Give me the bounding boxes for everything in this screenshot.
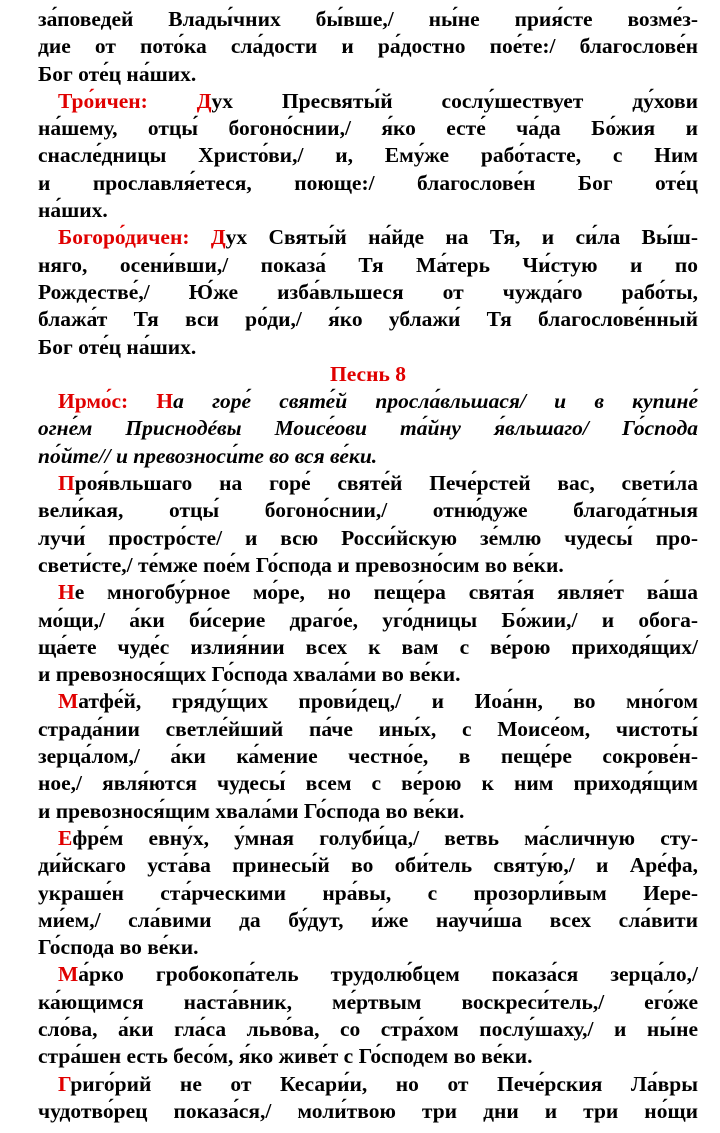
paragraph: [38, 88, 698, 224]
body-text: атфе́й, гряду́щих прови́дец,/ и Иоа́нн, во мно́гом: [78, 689, 698, 714]
paragraph: [38, 224, 698, 360]
body-text: а горе́ святе́й просла́вльшася/ и в купине́: [173, 389, 698, 414]
text-line: [38, 1016, 698, 1043]
rubric-text: Е: [58, 825, 73, 850]
body-text: и превознося́щим хвала́ми Го́спода во ве́ки.: [38, 798, 465, 823]
body-text: зерца́лом,/ а́ки ка́мение честно́е, в пеще́ре сокрове́н-: [38, 744, 698, 769]
body-text: ух Святы́й на́йде на Тя, и си́ла Вы́ш-: [225, 225, 698, 250]
body-text: сло́ва, а́ки гла́са льво́ва, со стра́хом послу́шаху,/ и ны́не: [38, 1016, 698, 1041]
rubric-text: П: [58, 471, 75, 496]
text-line: [38, 525, 698, 552]
text-line: [38, 852, 698, 879]
text-line: [38, 607, 698, 634]
body-text: за́поведей Влады́чних бы́вше,/ ны́не прия́сте возме́з-: [38, 7, 698, 31]
body-text: ми́ем,/ сла́вими да бу́дут, и́же научи́ша всех сла́вити: [38, 907, 698, 932]
text-line: [38, 634, 698, 661]
body-text: украше́н ста́рческими нра́вы, с прозорли́вым Иере-: [38, 880, 698, 905]
paragraph: [38, 1071, 698, 1126]
text-line: [38, 88, 698, 115]
body-text: фре́м евну́х, у́мная голуби́ца,/ ветвь ма́сличную сту-: [72, 825, 698, 850]
text-line: [38, 443, 698, 470]
body-text: ух Пресвяты́й сослу́шествует ду́хови: [211, 88, 698, 113]
text-line: [38, 961, 698, 988]
text-line: [38, 61, 698, 88]
text-line: [38, 770, 698, 797]
body-text: Го́спода во ве́ки.: [38, 935, 199, 960]
body-text: и прославля́етеся, поюще:/ благослове́н Бог оте́ц: [38, 170, 698, 195]
text-line: [38, 142, 698, 169]
text-line: [38, 1071, 698, 1098]
text-line: [38, 579, 698, 606]
section-heading: Песнь 8: [330, 361, 406, 386]
text-line: [38, 880, 698, 907]
body-text: на́шему, отцы́ богоно́снии,/ я́ко есте́ ча́да Бо́жия и: [38, 116, 698, 141]
body-text: няго, осени́вши,/ показа́ Тя Ма́терь Чи́стую и по: [38, 252, 698, 277]
body-text: мо́щи,/ а́ки би́серие драго́е, уго́дницы Бо́жии,/ и обога-: [38, 607, 698, 632]
body-text: Рождестве́,/ Ю́же изба́вльшеся от чужда́го рабо́ты,: [38, 279, 698, 304]
rubric-text: М: [58, 689, 79, 714]
text-line: [38, 279, 698, 306]
text-line: [38, 1098, 698, 1125]
paragraph: [38, 470, 698, 579]
text-line: [38, 552, 698, 579]
body-text: ща́ете чуде́с излия́нии всех к вам с ве́рою приходя́щих/: [38, 634, 698, 659]
body-text: вели́кая, отцы́ богоно́снии,/ отню́дуже благода́тныя: [38, 498, 698, 523]
body-text: по́йте// и превозноси́те во вся ве́ки.: [38, 443, 378, 468]
body-text: стра́шен есть бесо́м, я́ко живе́т с Го́сподем во ве́ки.: [38, 1044, 533, 1069]
rubric-text: Г: [58, 1071, 71, 1096]
body-text: на́ших.: [38, 198, 108, 223]
body-text: чудотво́рец показа́ся,/ моли́твою три дни и три но́щи: [38, 1098, 698, 1123]
rubric-text: Богоро́дичен: Д: [58, 225, 226, 250]
body-text: риго́рий не от Кесари́и, но от Пече́рския Ла́вры: [70, 1071, 698, 1096]
body-text: страда́нии светле́йший па́че ины́х, с Моисе́ом, чистоты́: [38, 716, 698, 741]
body-text: лучи́ простро́сте/ и всю Росси́йскую зе́млю чудесы́ про-: [38, 525, 698, 550]
paragraph: [38, 6, 698, 88]
body-text: снасле́дницы Христо́ви,/ и, Ему́же рабо́тасте, с Ним: [38, 143, 698, 168]
paragraph: [38, 961, 698, 1070]
body-text: Бог оте́ц на́ших.: [38, 61, 197, 86]
text-line: [38, 825, 698, 852]
text-line: [38, 170, 698, 197]
text-line: [38, 716, 698, 743]
text-line: [38, 743, 698, 770]
body-text: огне́м Приснодéвы Моисе́ови та́йну я́вльшаго/ Го́спода: [38, 416, 698, 441]
body-text: и превознося́щих Го́спода хвала́ми во ве́ки.: [38, 662, 461, 687]
body-text: блажа́т Тя вси ро́ди,/ я́ко ублажи́ Тя благослове́нный: [38, 307, 698, 332]
body-text: а́рко гробокопа́тель трудолю́бцем показа́ся зерца́ло,/: [78, 962, 698, 987]
text-line: [38, 252, 698, 279]
rubric-text: Ирмо́с: Н: [58, 389, 174, 414]
body-text: ди́йскаго уста́ва принесы́й во оби́тель святу́ю,/ и Аре́фа,: [38, 853, 698, 878]
text-line: [38, 306, 698, 333]
text-line: [38, 989, 698, 1016]
text-line: [38, 470, 698, 497]
text-line: [38, 907, 698, 934]
rubric-text: Тро́ичен: Д: [58, 88, 212, 113]
rubric-text: Н: [58, 580, 75, 605]
text-line: [38, 798, 698, 825]
text-line: [38, 224, 698, 251]
paragraph: [38, 688, 698, 824]
text-line: [38, 115, 698, 142]
body-text: свети́сте,/ те́мже пое́м Го́спода и превозно́сим во ве́ки.: [38, 552, 564, 577]
text-line: [38, 334, 698, 361]
text-line: [38, 197, 698, 224]
body-text: Бог оте́ц на́ших.: [38, 334, 197, 359]
text-line: [38, 1043, 698, 1070]
paragraph: [38, 579, 698, 688]
body-text: роя́вльшаго на горе́ святе́й Пече́рстей вас, свети́ла: [74, 471, 698, 496]
rubric-text: М: [58, 962, 79, 987]
text-line: [38, 6, 698, 33]
paragraph: [38, 825, 698, 961]
text-line: [38, 934, 698, 961]
text-line: [38, 497, 698, 524]
text-line: [38, 388, 698, 415]
text-line: [38, 661, 698, 688]
text-line: [38, 33, 698, 60]
body-text: е многобу́рное мо́ре, но пеще́ра свята́я являе́т ва́ша: [74, 580, 698, 605]
body-text: ное,/ явля́ются чудесы́ всем с ве́рою к ним приходя́щим: [38, 771, 698, 796]
text-line: [38, 688, 698, 715]
body-text: дие от пото́ка сла́дости и ра́достно пое́те:/ благослове́н: [38, 34, 698, 59]
body-text: ка́ющимся наста́вник, ме́ртвым воскреси́тель,/ его́же: [38, 989, 698, 1014]
text-line: [38, 415, 698, 442]
paragraph: [38, 388, 698, 470]
